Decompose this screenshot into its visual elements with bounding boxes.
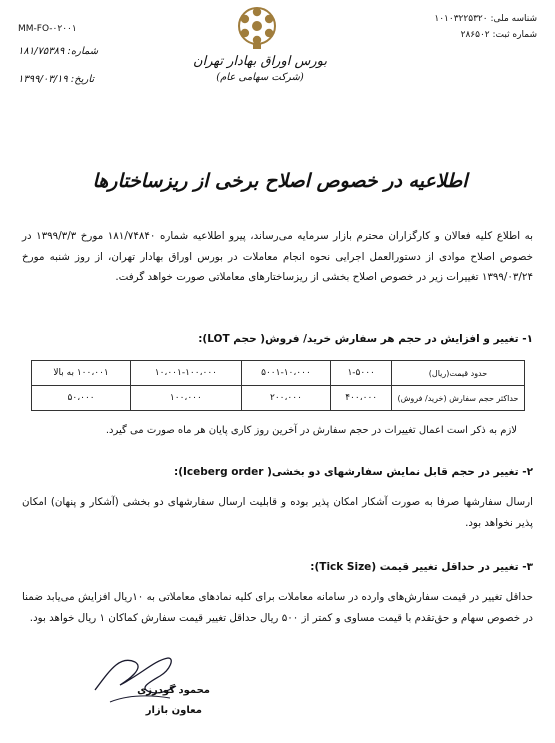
table-cell: ۴۰۰،۰۰۰ bbox=[331, 386, 392, 411]
table-cell: ۲۰۰،۰۰۰ bbox=[241, 386, 331, 411]
letter-number: شماره: ۱۸۱/۷۵۳۸۹ bbox=[18, 46, 99, 57]
national-id: شناسه ملی: ۱۰۱۰۳۲۲۵۳۲۰ bbox=[434, 14, 537, 24]
section-2-body: ارسال سفارشها صرفا به صورت آشکار امکان پذیر بوده و قابلیت ارسال سفارشهای دو بخشی (آشکار و پنهان) امکان پذیر نخواهد بود. bbox=[22, 496, 533, 529]
table-row bbox=[32, 386, 525, 411]
table-row-label: حداکثر حجم سفارش (خرید/ فروش) bbox=[392, 386, 525, 411]
table-row-label: حدود قیمت(ریال) bbox=[392, 361, 525, 386]
page-title: اطلاعیه در خصوص اصلاح برخی از ریزساختارها bbox=[92, 170, 468, 192]
table-cell: ۵۰۰۱-۱۰،۰۰۰ bbox=[241, 361, 331, 386]
lot-size-table bbox=[31, 360, 525, 411]
table-row bbox=[32, 361, 525, 386]
intro-paragraph: به اطلاع کلیه فعالان و کارگزاران محترم بازار سرمایه می‌رساند، پیرو اطلاعیه شماره ۱۸۱/۷۴۸۴۰ مورخ ۱۳۹۹/۳/۳ در خصوص اصلاح موادی از دستورالعمل اجرایی نحوه انجام معاملات در بورس اوراق بهادار تهران، از روز شنبه مورخ ۱۳۹۹/۰۳/۲۴ تغییرات زیر در خصوص اصلاح بخشی از ریزساختارهای معاملاتی صورت خواهد گرفت. bbox=[22, 230, 533, 283]
registration-number: شماره ثبت: ۲۸۶۵۰۲ bbox=[460, 30, 537, 40]
table-cell: ۱۰۰،۰۰۰ bbox=[131, 386, 241, 411]
signature-block bbox=[110, 685, 210, 725]
organization-type: (شرکت سهامی عام) bbox=[216, 72, 304, 83]
section-3-body: حداقل تغییر در قیمت سفارش‌های وارده در سامانه معاملات برای کلیه نمادهای معاملاتی به ۱۰ریال افزایش می‌یابد ضمنا در خصوص سهام و حق‌تقدم با قیمت مساوی و کمتر از ۵۰۰ ریال حداقل تغییر قیمت سفارش کماکان ۱ ریال خواهد بود. bbox=[22, 591, 533, 624]
letter-date: تاریخ: ۱۳۹۹/۰۳/۱۹ bbox=[18, 74, 95, 85]
section-3-heading: ۳- تغییر در حداقل تغییر قیمت (Tick Size): bbox=[310, 561, 533, 573]
form-code: MM-FO-۰۲۰۰۱ bbox=[18, 24, 77, 34]
section-2-heading: ۲- تغییر در حجم قابل نمایش سفارشهای دو بخشی( Iceberg order): bbox=[174, 466, 533, 478]
table-cell: ۱-۵۰۰۰ bbox=[331, 361, 392, 386]
section-1-heading: ۱- تغییر و افزایش در حجم هر سفارش خرید/ فروش( حجم LOT): bbox=[198, 333, 533, 345]
signatory-position: معاون بازار bbox=[145, 705, 202, 716]
signatory-name: محمود گودرزی bbox=[137, 685, 210, 696]
table-cell: ۱۰۰،۰۰۱ به بالا bbox=[32, 361, 131, 386]
tse-logo-icon bbox=[235, 4, 279, 50]
section-1-note: لازم به ذکر است اعمال تغییرات در حجم سفارش در آخرین روز کاری پایان هر ماه صورت می گیرد. bbox=[105, 425, 517, 436]
table-cell: ۵۰،۰۰۰ bbox=[32, 386, 131, 411]
organization-name: بورس اوراق بهادار تهران bbox=[193, 54, 327, 69]
table-cell: ۱۰،۰۰۱-۱۰۰،۰۰۰ bbox=[131, 361, 241, 386]
